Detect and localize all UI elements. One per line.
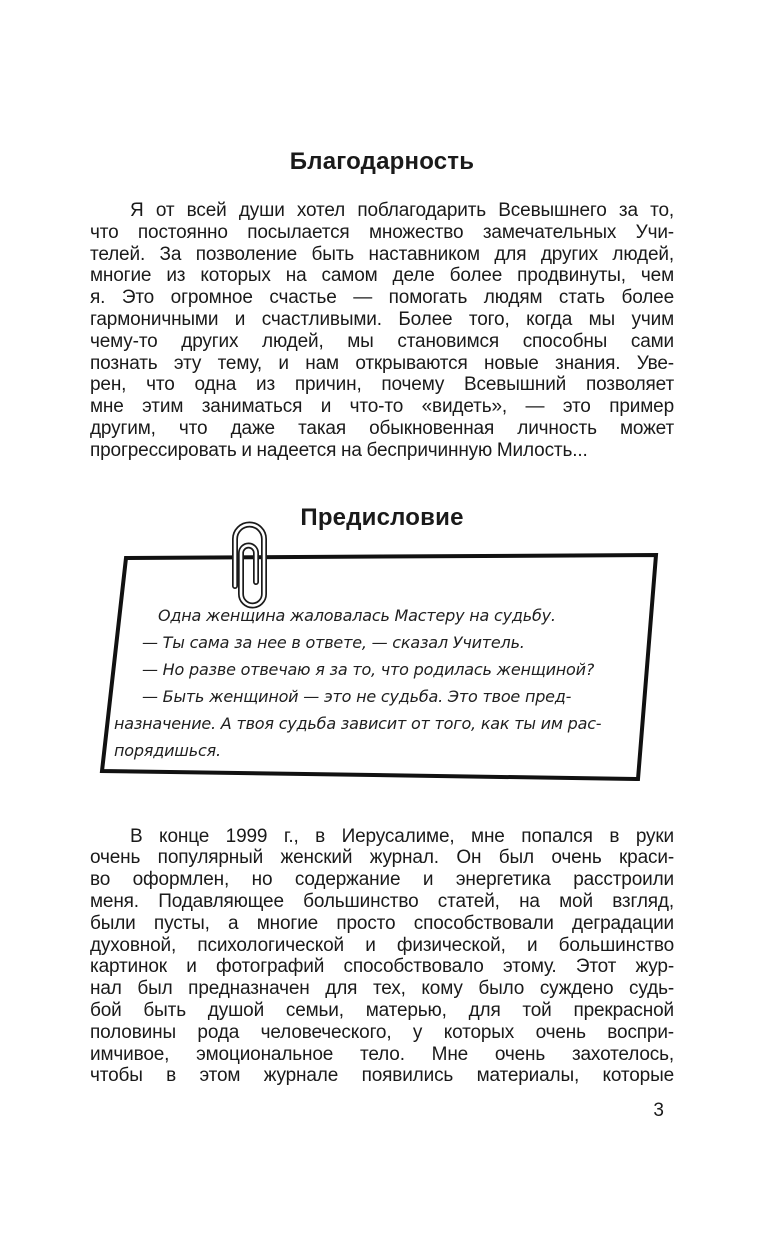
text-line: нал был предназначен для тех, кому было суждено судь- bbox=[90, 978, 674, 1000]
text-line: что постоянно посылается множество замечательных Учи- bbox=[90, 221, 674, 243]
preface-heading: Предисловие bbox=[300, 503, 464, 531]
text-line: половины рода человеческого, у которых очень воспри- bbox=[90, 1021, 674, 1043]
text-line: картинок и фотографий способствовало этому. Этот жур- bbox=[90, 956, 674, 978]
text-line: назначение. А твоя судьба зависит от того, как ты им рас- bbox=[114, 713, 602, 733]
gratitude-paragraph bbox=[90, 200, 674, 462]
text-line: гармоничными и счастливыми. Более того, когда мы учим bbox=[90, 308, 674, 330]
text-line: прогрессировать и надеется на беспричинную Милость... bbox=[90, 439, 588, 461]
text-line: — Ты сама за нее в ответе, — сказал Учитель. bbox=[142, 632, 525, 652]
text-line: духовной, психологической и физической, и большинство bbox=[90, 934, 674, 956]
text-line: — Быть женщиной — это не судьба. Это твое пред- bbox=[142, 686, 572, 706]
text-line: порядишься. bbox=[114, 740, 221, 760]
text-line: чтобы в этом журнале появились материалы, которые bbox=[90, 1065, 674, 1087]
paperclip-icon bbox=[222, 520, 276, 614]
text-line: другим, что даже такая обыкновенная личность может bbox=[90, 417, 674, 439]
note-handwritten-text bbox=[114, 602, 646, 764]
text-block bbox=[90, 0, 674, 1123]
preface-paragraph bbox=[90, 826, 674, 1088]
text-line: имчивое, эмоциональное тело. Мне очень захотелось, bbox=[90, 1043, 674, 1065]
text-line: Я от всей души хотел поблагодарить Всевышнего за то, bbox=[130, 200, 674, 221]
gratitude-heading: Благодарность bbox=[289, 148, 475, 175]
text-line: во оформлен, но содержание и энергетика расстроили bbox=[90, 869, 674, 891]
text-line: познать эту тему, и нам открываются новые знания. Уве- bbox=[90, 352, 674, 374]
text-line: рен, что одна из причин, почему Всевышний позволяет bbox=[90, 374, 674, 396]
page-number: 3 bbox=[653, 1100, 664, 1122]
text-line: В конце 1999 г., в Иерусалиме, мне попался в руки bbox=[130, 825, 674, 847]
text-line: Одна женщина жаловалась Мастеру на судьбу. bbox=[158, 605, 556, 625]
text-line: телей. За позволение быть наставником для других людей, bbox=[90, 243, 674, 265]
text-line: — Но разве отвечаю я за то, что родилась женщиной? bbox=[142, 659, 595, 679]
text-line: многие из которых на самом деле более продвинуты, чем bbox=[90, 265, 674, 287]
text-line: я. Это огромное счастье — помогать людям стать более bbox=[90, 287, 674, 309]
text-line: мне этим заниматься и что-то «видеть», — это пример bbox=[90, 396, 674, 418]
text-line: очень популярный женский журнал. Он был очень краси- bbox=[90, 847, 674, 869]
text-line: меня. Подавляющее большинство статей, на мой взгляд, bbox=[90, 890, 674, 912]
text-line: бой быть душой семьи, матерью, для той прекрасной bbox=[90, 999, 674, 1021]
quote-note bbox=[96, 552, 662, 788]
text-line: чему-то других людей, мы становимся способны сами bbox=[90, 330, 674, 352]
text-line: были пусты, а многие просто способствовали деградации bbox=[90, 912, 674, 934]
